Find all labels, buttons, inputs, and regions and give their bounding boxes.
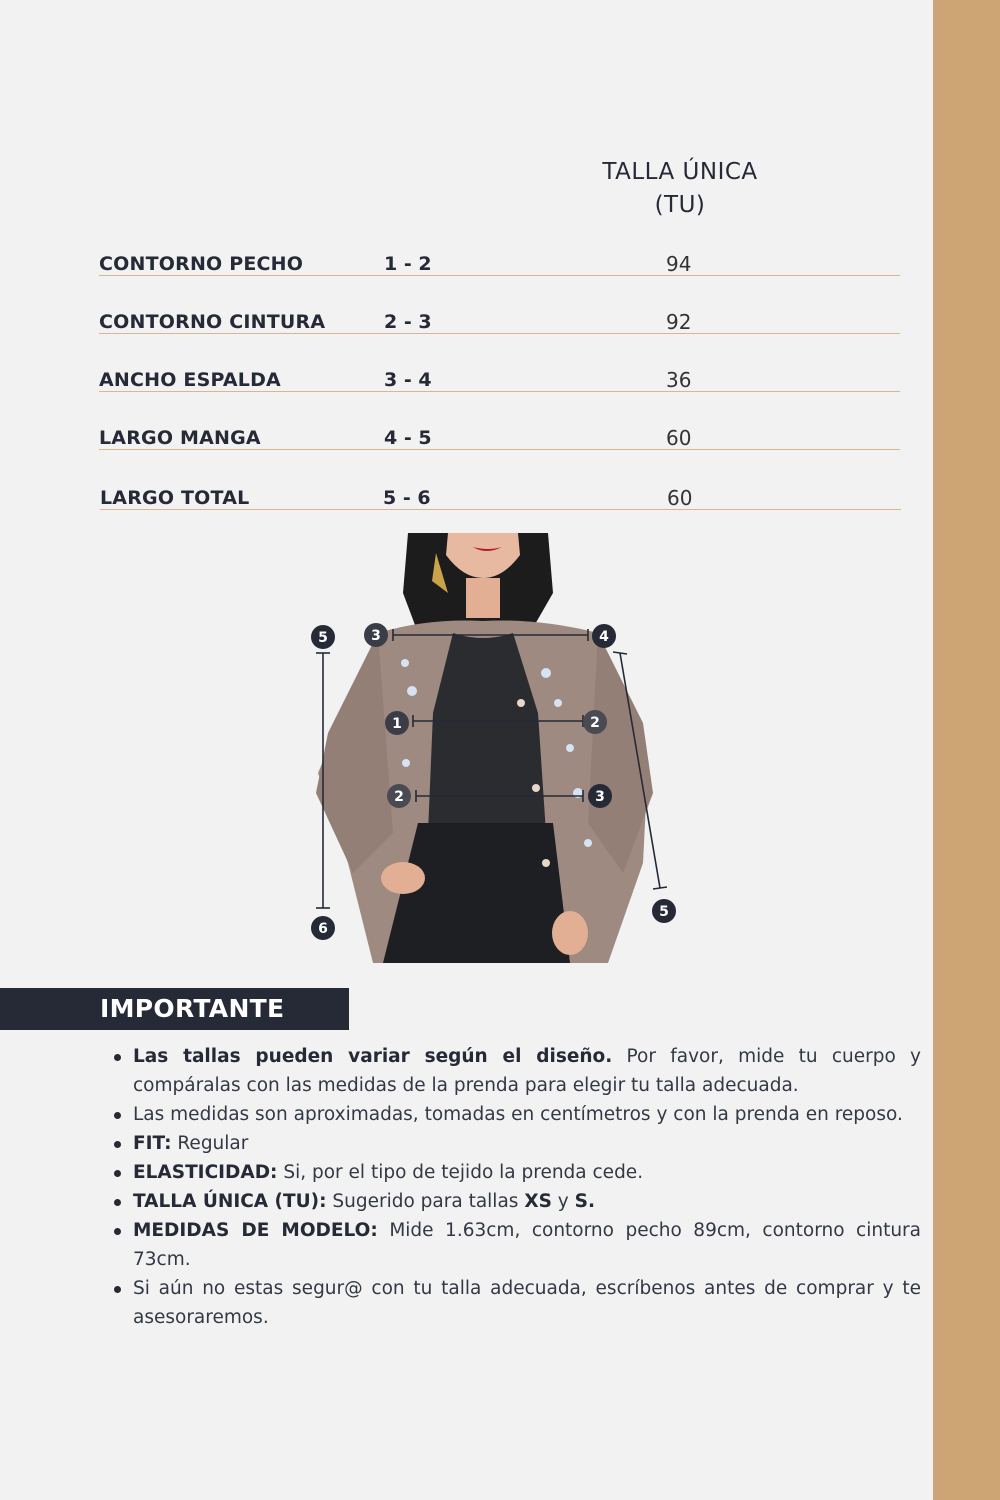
marker-2-left [387, 784, 411, 808]
marker-label: 6 [318, 921, 328, 937]
marker-label: 1 [392, 716, 402, 732]
measurement-label: CONTORNO PECHO [99, 253, 304, 275]
size-column-header [580, 156, 780, 222]
measurement-row [100, 479, 901, 510]
measurement-points: 5 - 6 [383, 487, 431, 509]
note-text: y [551, 1191, 575, 1212]
marker-label: 2 [590, 715, 600, 731]
note-item [133, 1187, 921, 1216]
marker-label: 5 [659, 904, 669, 920]
note-bold: S. [574, 1191, 595, 1212]
note-text: Mide 1.63cm, contorno pecho 89cm, contorno cintura 73cm. [133, 1220, 922, 1270]
measurement-points: 2 - 3 [384, 311, 432, 333]
note-bold: XS [524, 1191, 552, 1212]
garment-measurement-photo [308, 533, 690, 963]
marker-5-bottom [652, 899, 676, 923]
marker-label: 5 [318, 630, 328, 646]
marker-3-top [364, 623, 388, 647]
measurement-points: 1 - 2 [384, 253, 432, 275]
marker-label: 3 [595, 789, 605, 805]
note-text: Si, por el tipo de tejido la prenda cede. [277, 1162, 644, 1183]
measurement-value: 36 [666, 368, 692, 392]
measurement-points: 3 - 4 [384, 369, 432, 391]
note-bold: FIT: [133, 1133, 172, 1154]
measurement-row [99, 361, 900, 392]
measurement-value: 94 [666, 252, 692, 276]
note-bold: MEDIDAS DE MODELO: [133, 1220, 378, 1241]
marker-6 [311, 916, 335, 940]
marker-label: 3 [371, 628, 381, 644]
note-item [133, 1042, 921, 1100]
measurement-row [99, 245, 900, 276]
marker-3-right [588, 784, 612, 808]
marker-5-top [311, 625, 335, 649]
note-text: Las medidas son aproximadas, tomadas en centímetros y con la prenda en reposo. [133, 1104, 903, 1125]
measurement-row [99, 419, 900, 450]
measurement-value: 60 [667, 486, 693, 510]
marker-1 [385, 711, 409, 735]
measurement-value: 92 [666, 310, 692, 334]
note-bold: TALLA ÚNICA (TU): [133, 1191, 327, 1212]
note-bold: ELASTICIDAD: [133, 1162, 278, 1183]
measurement-label: LARGO TOTAL [100, 487, 250, 509]
neck [466, 578, 500, 618]
note-item [133, 1216, 921, 1274]
size-header-line2: (TU) [654, 192, 706, 218]
measurement-value: 60 [666, 426, 692, 450]
note-text: Regular [171, 1133, 249, 1154]
right-hand [552, 911, 588, 955]
side-accent-stripe [933, 0, 1000, 1500]
marker-label: 4 [599, 629, 609, 645]
note-item [133, 1129, 921, 1158]
measurement-label: CONTORNO CINTURA [99, 311, 326, 333]
size-header-line1: TALLA ÚNICA [602, 159, 758, 185]
marker-2-right [583, 710, 607, 734]
measurement-row [99, 303, 900, 334]
note-item [133, 1100, 921, 1129]
measurement-label: LARGO MANGA [99, 427, 261, 449]
important-title: IMPORTANTE [100, 994, 285, 1023]
note-text: Sugerido para tallas [326, 1191, 525, 1212]
important-notes-list [110, 1042, 921, 1332]
measurement-label: ANCHO ESPALDA [99, 369, 281, 391]
measurement-points: 4 - 5 [384, 427, 432, 449]
marker-label: 2 [394, 789, 404, 805]
note-item [133, 1158, 921, 1187]
note-text: Si aún no estas segur@ con tu talla adecuada, escríbenos antes de comprar y te asesoraremos. [133, 1278, 921, 1328]
note-bold: Las tallas pueden variar según el diseño. [133, 1046, 613, 1067]
note-text: Por favor, mide tu cuerpo y compáralas con las medidas de la prenda para elegir tu talla adecuada. [133, 1046, 921, 1096]
note-item [133, 1274, 921, 1332]
marker-4 [592, 624, 616, 648]
left-hand [381, 862, 425, 894]
